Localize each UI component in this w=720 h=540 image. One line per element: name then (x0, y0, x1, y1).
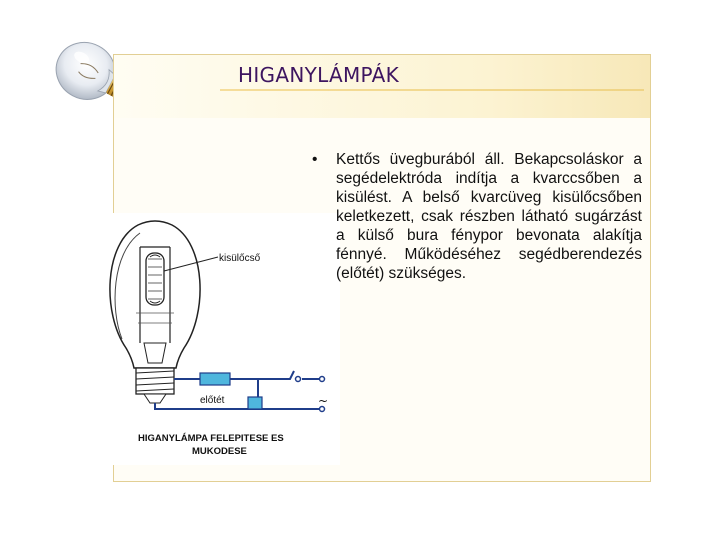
bullet-list (312, 150, 642, 283)
ballast-label: előtét (200, 395, 225, 406)
ballast-coil (200, 373, 230, 385)
wire-bottom (155, 403, 322, 409)
kisulocso-label: kisülőcső (219, 253, 261, 264)
diagram-caption-line2: MUKODESE (192, 446, 247, 457)
capacitor-box (248, 397, 262, 409)
lamp-diagram (100, 213, 340, 465)
discharge-tube (146, 253, 164, 305)
bullet-marker: • (312, 151, 318, 168)
slide-title: HIGANYLÁMPÁK (238, 63, 400, 87)
diagram-caption-line1: HIGANYLÁMPA FELEPITESE ES (138, 433, 284, 444)
title-underline (220, 89, 644, 91)
ac-symbol: ~ (318, 394, 329, 408)
bullet-text: Kettős üvegburából áll. Bekapcsoláskor a segédelektróda indítja a kvarccsőben a kisülést. A belső kvarcüveg kisülőcsőben keletkezett, csak részben látható sugárzást a külső bura fénypor bevonata alakítja fénnyé. Működéséhez segédberendezés (előtét) szükséges. (336, 151, 642, 282)
